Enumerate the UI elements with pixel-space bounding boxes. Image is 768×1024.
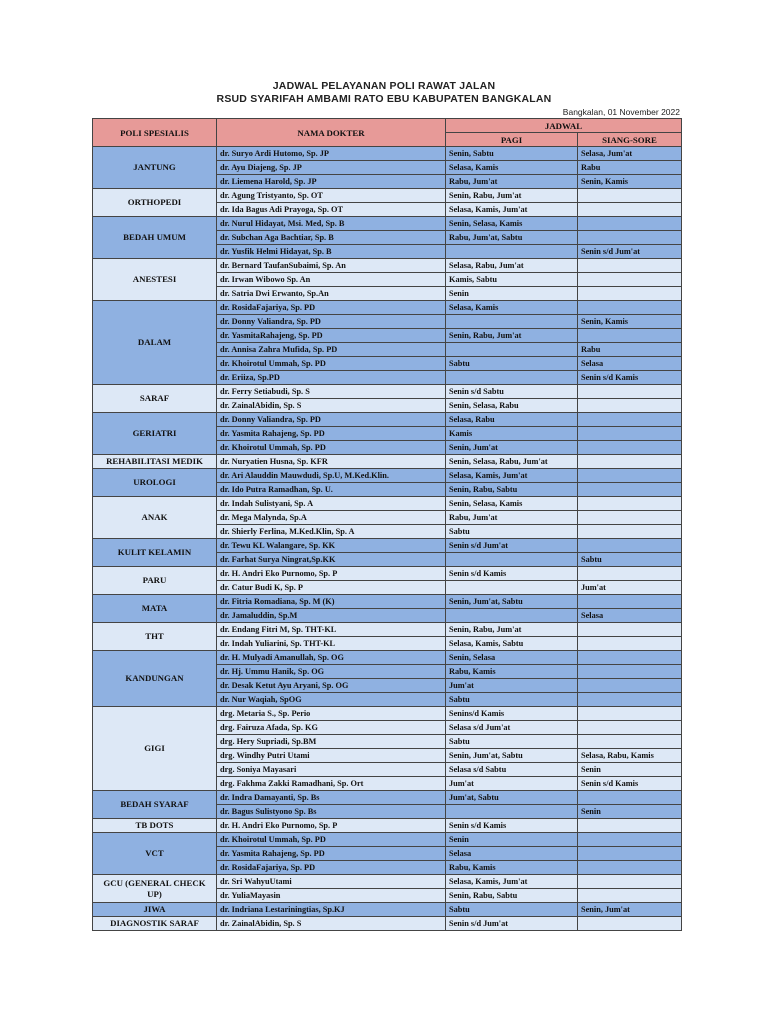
siang-sore-schedule [578,301,682,315]
pagi-schedule [446,805,578,819]
pagi-schedule [446,343,578,357]
siang-sore-schedule [578,497,682,511]
siang-sore-schedule [578,455,682,469]
siang-sore-schedule [578,231,682,245]
pagi-schedule: Sabtu [446,735,578,749]
pagi-schedule: Senin, Selasa, Rabu [446,399,578,413]
siang-sore-schedule: Rabu [578,161,682,175]
poli-name: PARU [93,567,217,595]
pagi-schedule: Senin s/d Sabtu [446,385,578,399]
pagi-schedule: Senin, Jum'at [446,441,578,455]
doctor-name: dr. Farhat Surya Ningrat,Sp.KK [217,553,446,567]
doctor-name: dr. Khoirotul Ummah, Sp. PD [217,357,446,371]
doctor-name: dr. Khoirotul Ummah, Sp. PD [217,441,446,455]
pagi-schedule: Jum'at [446,777,578,791]
poli-name: ORTHOPEDI [93,189,217,217]
pagi-schedule [446,245,578,259]
doctor-name: dr. H. Andri Eko Purnomo, Sp. P [217,819,446,833]
doctor-name: dr. Sri WahyuUtami [217,875,446,889]
pagi-schedule: Senin, Rabu, Jum'at [446,189,578,203]
doctor-name: dr. Donny Valiandra, Sp. PD [217,315,446,329]
doctor-name: dr. Indra Damayanti, Sp. Bs [217,791,446,805]
pagi-schedule: Senin, Rabu, Sabtu [446,483,578,497]
siang-sore-schedule [578,539,682,553]
doctor-name: drg. Fakhma Zakki Ramadhani, Sp. Ort [217,777,446,791]
siang-sore-schedule [578,651,682,665]
pagi-schedule: Sabtu [446,357,578,371]
siang-sore-schedule [578,217,682,231]
doctor-name: dr. YasmitaRahajeng, Sp. PD [217,329,446,343]
siang-sore-schedule [578,889,682,903]
poli-name: MATA [93,595,217,623]
doctor-name: dr. Endang Fitri M, Sp. THT-KL [217,623,446,637]
doctor-name: dr. H. Mulyadi Amanullah, Sp. OG [217,651,446,665]
siang-sore-schedule [578,875,682,889]
table-row [93,567,682,581]
pagi-schedule: Sabtu [446,525,578,539]
siang-sore-schedule [578,483,682,497]
doctor-name: dr. Catur Budi K, Sp. P [217,581,446,595]
siang-sore-schedule [578,917,682,931]
pagi-schedule: Selasa, Kamis, Jum'at [446,469,578,483]
doctor-name: dr. Indah Yuliarini, Sp. THT-KL [217,637,446,651]
doctor-name: dr. Tewu KL Walangare, Sp. KK [217,539,446,553]
doctor-name: dr. Desak Ketut Ayu Aryani, Sp. OG [217,679,446,693]
header-pagi: PAGI [446,133,578,147]
doctor-name: dr. Mega Malynda, Sp.A [217,511,446,525]
pagi-schedule: Senin, Selasa, Kamis [446,497,578,511]
pagi-schedule: Senin s/d Kamis [446,819,578,833]
table-row [93,791,682,805]
poli-name: DIAGNOSTIK SARAF [93,917,217,931]
pagi-schedule: Sabtu [446,903,578,917]
page-title: JADWAL PELAYANAN POLI RAWAT JALAN [272,80,496,92]
siang-sore-schedule: Senin [578,805,682,819]
pagi-schedule: Senin, Rabu, Jum'at [446,329,578,343]
poli-name: REHABILITASI MEDIK [93,455,217,469]
siang-sore-schedule [578,595,682,609]
doctor-name: dr. Yasmita Rahajeng, Sp. PD [217,847,446,861]
siang-sore-schedule [578,427,682,441]
siang-sore-schedule [578,847,682,861]
poli-name: VCT [93,833,217,875]
poli-name: DALAM [93,301,217,385]
doctor-name: dr. Bernard TaufanSubaimi, Sp. An [217,259,446,273]
siang-sore-schedule: Rabu [578,343,682,357]
siang-sore-schedule [578,861,682,875]
poli-name: TB DOTS [93,819,217,833]
pagi-schedule [446,553,578,567]
poli-name: KULIT KELAMIN [93,539,217,567]
poli-name: ANAK [93,497,217,539]
poli-name: UROLOGI [93,469,217,497]
pagi-schedule: Selasa, Kamis, Jum'at [446,203,578,217]
table-row [93,875,682,889]
pagi-schedule [446,371,578,385]
poli-name: SARAF [93,385,217,413]
doctor-name: dr. Ida Bagus Adi Prayoga, Sp. OT [217,203,446,217]
header-poli: POLI SPESIALIS [93,119,217,147]
poli-name: BEDAH UMUM [93,217,217,259]
table-row [93,833,682,847]
doctor-name: dr. Jamaluddin, Sp.M [217,609,446,623]
poli-name: THT [93,623,217,651]
doctor-name: dr. Nur Waqiah, SpOG [217,693,446,707]
siang-sore-schedule: Senin, Kamis [578,175,682,189]
pagi-schedule: Rabu, Jum'at, Sabtu [446,231,578,245]
table-row [93,623,682,637]
pagi-schedule: Rabu, Kamis [446,861,578,875]
doctor-name: dr. Fitria Romadiana, Sp. M (K) [217,595,446,609]
table-row [93,917,682,931]
doctor-name: dr. Yasmita Rahajeng, Sp. PD [217,427,446,441]
doctor-name: dr. Annisa Zahra Mufida, Sp. PD [217,343,446,357]
pagi-schedule: Selasa, Kamis, Jum'at [446,875,578,889]
doctor-name: dr. Indah Sulistyani, Sp. A [217,497,446,511]
doctor-name: dr. Ari Alauddin Mauwdudi, Sp.U, M.Ked.Klin. [217,469,446,483]
pagi-schedule: Selasa s/d Jum'at [446,721,578,735]
siang-sore-schedule: Senin s/d Kamis [578,777,682,791]
schedule-table [92,118,682,931]
table-row [93,385,682,399]
pagi-schedule: Selasa s/d Sabtu [446,763,578,777]
poli-name: JIWA [93,903,217,917]
doctor-name: drg. Soniya Mayasari [217,763,446,777]
pagi-schedule: Senin [446,287,578,301]
poli-name: BEDAH SYARAF [93,791,217,819]
pagi-schedule [446,609,578,623]
poli-name: ANESTESI [93,259,217,301]
doctor-name: dr. Irwan Wibowo Sp. An [217,273,446,287]
poli-name: GIGI [93,707,217,791]
siang-sore-schedule [578,385,682,399]
pagi-schedule: Selasa, Kamis [446,301,578,315]
doctor-name: dr. Suryo Ardi Hutomo, Sp. JP [217,147,446,161]
siang-sore-schedule [578,679,682,693]
doctor-name: dr. YuliaMayasin [217,889,446,903]
doctor-name: dr. Liemena Harold, Sp. JP [217,175,446,189]
table-row [93,301,682,315]
doctor-name: dr. Indriana Lestariningtias, Sp.KJ [217,903,446,917]
siang-sore-schedule [578,693,682,707]
siang-sore-schedule [578,707,682,721]
poli-name: GERIATRI [93,413,217,455]
table-row [93,259,682,273]
siang-sore-schedule [578,665,682,679]
pagi-schedule [446,581,578,595]
table-row [93,413,682,427]
doctor-name: dr. RosidaFajariya, Sp. PD [217,861,446,875]
pagi-schedule: Senin, Jum'at, Sabtu [446,595,578,609]
pagi-schedule: Selasa, Rabu [446,413,578,427]
table-row [93,819,682,833]
siang-sore-schedule [578,623,682,637]
pagi-schedule: Sabtu [446,693,578,707]
doctor-name: dr. Shierly Ferlina, M.Ked.Klin, Sp. A [217,525,446,539]
siang-sore-schedule [578,833,682,847]
siang-sore-schedule [578,273,682,287]
pagi-schedule: Jum'at, Sabtu [446,791,578,805]
table-row [93,539,682,553]
pagi-schedule: Senin s/d Jum'at [446,539,578,553]
pagi-schedule: Jum'at [446,679,578,693]
pagi-schedule: Senin, Rabu, Jum'at [446,623,578,637]
doctor-name: dr. Satria Dwi Erwanto, Sp.An [217,287,446,301]
pagi-schedule: Selasa [446,847,578,861]
pagi-schedule: Senins/d Kamis [446,707,578,721]
doctor-name: dr. Ayu Diajeng, Sp. JP [217,161,446,175]
siang-sore-schedule [578,399,682,413]
doctor-name: dr. Ferry Setiabudi, Sp. S [217,385,446,399]
doctor-name: dr. ZainalAbidin, Sp. S [217,917,446,931]
siang-sore-schedule: Selasa [578,357,682,371]
pagi-schedule: Senin, Jum'at, Sabtu [446,749,578,763]
siang-sore-schedule [578,525,682,539]
table-row [93,189,682,203]
table-row [93,455,682,469]
pagi-schedule: Senin s/d Kamis [446,567,578,581]
doctor-name: drg. Hery Supriadi, Sp.BM [217,735,446,749]
doctor-name: dr. Bagus Sulistyono Sp. Bs [217,805,446,819]
doctor-name: dr. Eriiza, Sp.PD [217,371,446,385]
siang-sore-schedule: Jum'at [578,581,682,595]
doctor-name: drg. Metaria S., Sp. Perio [217,707,446,721]
siang-sore-schedule [578,441,682,455]
siang-sore-schedule [578,791,682,805]
siang-sore-schedule: Selasa [578,609,682,623]
pagi-schedule: Rabu, Kamis [446,665,578,679]
schedule-body [93,147,682,931]
page-subtitle: RSUD SYARIFAH AMBAMI RATO EBU KABUPATEN BANGKALAN [216,93,552,105]
pagi-schedule: Senin, Selasa [446,651,578,665]
table-row [93,903,682,917]
siang-sore-schedule: Selasa, Jum'at [578,147,682,161]
doctor-name: dr. Nurul Hidayat, Msi. Med, Sp. B [217,217,446,231]
header-dokter: NAMA DOKTER [217,119,446,147]
doctor-name: dr. Subchan Aga Bachtiar, Sp. B [217,231,446,245]
siang-sore-schedule [578,721,682,735]
siang-sore-schedule [578,203,682,217]
pagi-schedule: Senin, Selasa, Kamis [446,217,578,231]
doctor-name: drg. Windhy Putri Utami [217,749,446,763]
table-row [93,217,682,231]
doctor-name: dr. RosidaFajariya, Sp. PD [217,301,446,315]
siang-sore-schedule [578,413,682,427]
siang-sore-schedule [578,469,682,483]
siang-sore-schedule: Senin s/d Kamis [578,371,682,385]
pagi-schedule: Selasa, Kamis, Sabtu [446,637,578,651]
pagi-schedule: Senin s/d Jum'at [446,917,578,931]
poli-name: KANDUNGAN [93,651,217,707]
doctor-name: drg. Fairuza Afada, Sp. KG [217,721,446,735]
pagi-schedule: Rabu, Jum'at [446,175,578,189]
siang-sore-schedule [578,287,682,301]
siang-sore-schedule: Senin s/d Jum'at [578,245,682,259]
siang-sore-schedule: Sabtu [578,553,682,567]
doctor-name: dr. ZainalAbidin, Sp. S [217,399,446,413]
doctor-name: dr. Ido Putra Ramadhan, Sp. U. [217,483,446,497]
siang-sore-schedule: Senin, Jum'at [578,903,682,917]
doctor-name: dr. Yusfik Helmi Hidayat, Sp. B [217,245,446,259]
doctor-name: dr. Donny Valiandra, Sp. PD [217,413,446,427]
table-row [93,497,682,511]
siang-sore-schedule [578,637,682,651]
pagi-schedule: Senin, Selasa, Rabu, Jum'at [446,455,578,469]
pagi-schedule: Kamis, Sabtu [446,273,578,287]
header-jadwal: JADWAL [446,119,682,133]
pagi-schedule: Rabu, Jum'at [446,511,578,525]
pagi-schedule: Senin [446,833,578,847]
doctor-name: dr. Agung Tristyanto, Sp. OT [217,189,446,203]
doctor-name: dr. Hj. Ummu Hanik, Sp. OG [217,665,446,679]
doctor-name: dr. Nuryatien Husna, Sp. KFR [217,455,446,469]
doctor-name: dr. Khoirotul Ummah, Sp. PD [217,833,446,847]
table-row [93,707,682,721]
pagi-schedule: Kamis [446,427,578,441]
pagi-schedule [446,315,578,329]
pagi-schedule: Senin, Sabtu [446,147,578,161]
doctor-name: dr. H. Andri Eko Purnomo, Sp. P [217,567,446,581]
poli-name: GCU (GENERAL CHECK UP) [93,875,217,903]
siang-sore-schedule: Senin [578,763,682,777]
siang-sore-schedule [578,819,682,833]
table-row [93,469,682,483]
table-row [93,595,682,609]
siang-sore-schedule [578,511,682,525]
siang-sore-schedule [578,259,682,273]
header-siang-sore: SIANG-SORE [578,133,682,147]
siang-sore-schedule [578,735,682,749]
siang-sore-schedule [578,189,682,203]
pagi-schedule: Senin, Rabu, Sabtu [446,889,578,903]
poli-name: JANTUNG [93,147,217,189]
siang-sore-schedule [578,567,682,581]
table-row [93,147,682,161]
siang-sore-schedule: Senin, Kamis [578,315,682,329]
siang-sore-schedule [578,329,682,343]
document-date: Bangkalan, 01 November 2022 [562,107,680,117]
pagi-schedule: Selasa, Rabu, Jum'at [446,259,578,273]
table-row [93,651,682,665]
pagi-schedule: Selasa, Kamis [446,161,578,175]
siang-sore-schedule: Selasa, Rabu, Kamis [578,749,682,763]
